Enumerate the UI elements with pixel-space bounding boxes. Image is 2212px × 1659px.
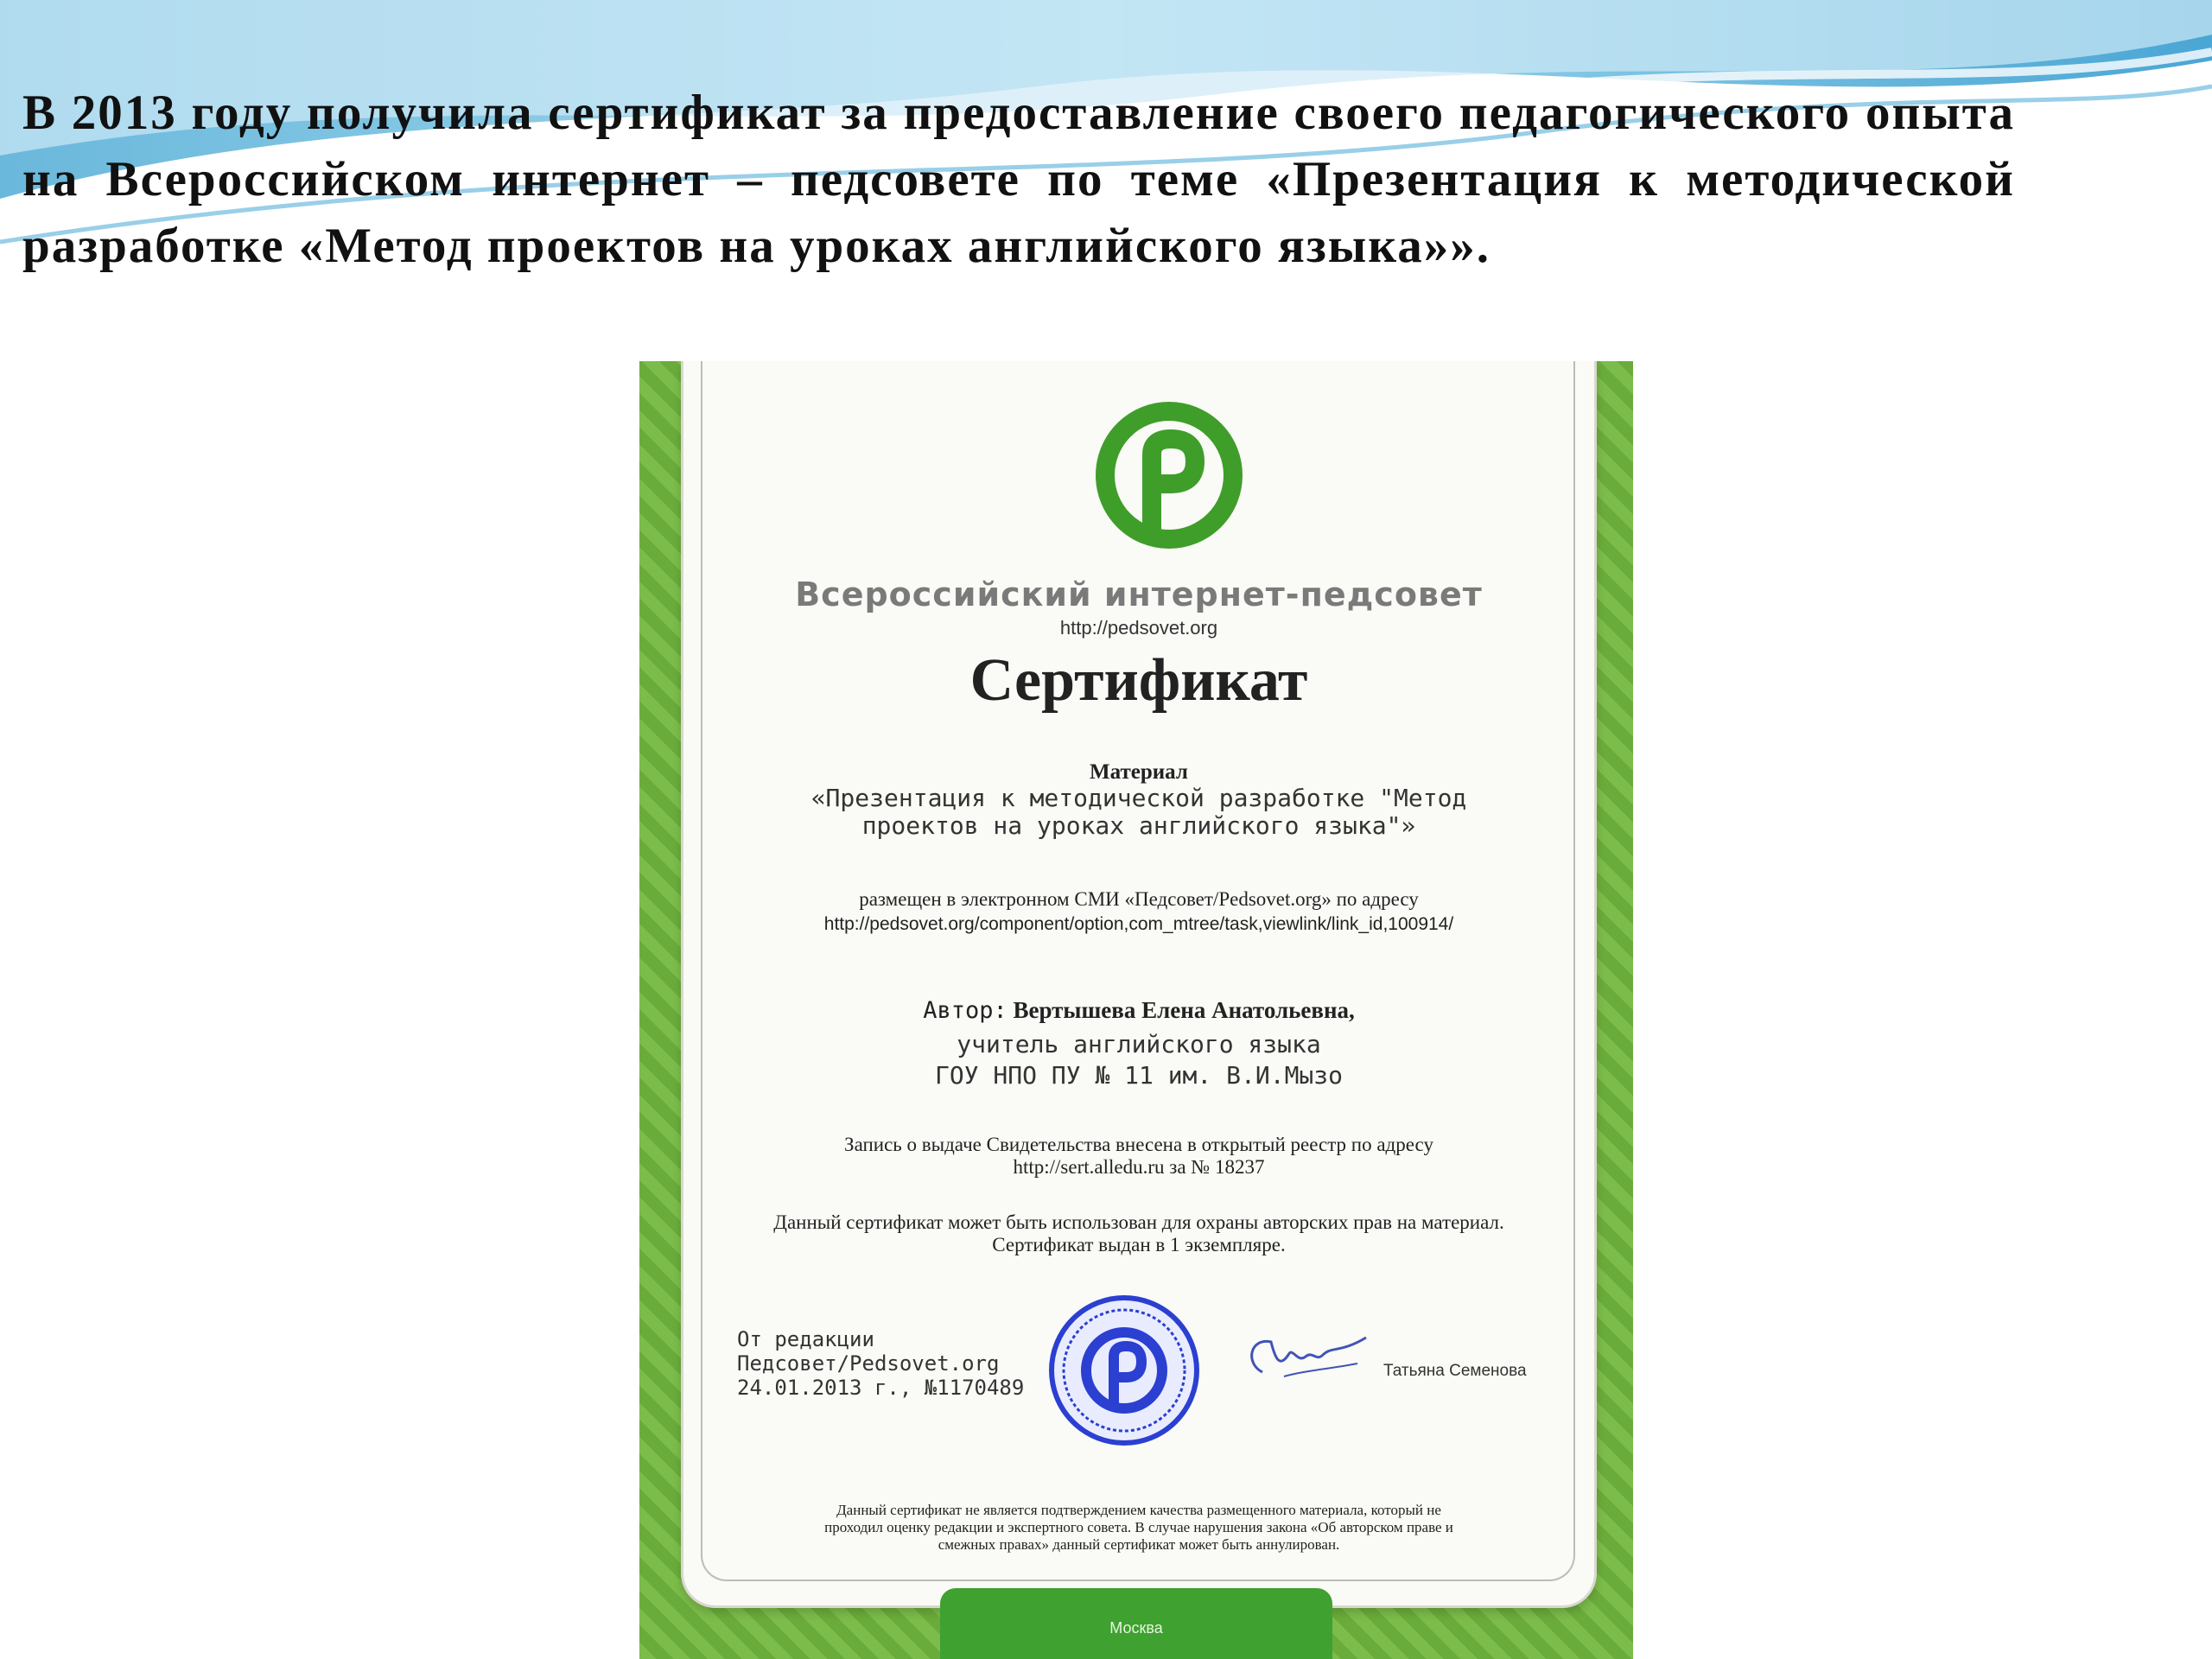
author-organization: ГОУ НПО ПУ № 11 им. В.И.Мызо (934, 1061, 1343, 1090)
author-name: Вертышева Елена Анатольевна, (1013, 997, 1355, 1023)
from-editors-line-3: 24.01.2013 г., №1170489 (737, 1376, 1025, 1400)
author-label: Автор: (923, 997, 1007, 1024)
slide-paragraph: В 2013 году получила сертификат за предоставление своего педагогического опыта на Всероссийском интернет – педсовете по теме «Презентация к методической разработке «Метод проектов на уроках английского языка»». (22, 86, 2015, 273)
org-name: Всероссийский интернет-педсовет (795, 575, 1483, 613)
placed-text: размещен в электронном СМИ «Педсовет/Pedsovet.org» по адресу (859, 888, 1419, 910)
placed-url: http://pedsovet.org/component/option,com_mtree/task,viewlink/link_id,100914/ (823, 914, 1454, 934)
rights-line-2: Сертификат выдан в 1 экземпляре. (992, 1234, 1286, 1255)
from-editors-line-2: Педсовет/Pedsovet.org (737, 1351, 1000, 1376)
from-editors-line-1: От редакции (737, 1327, 874, 1351)
author-line (683, 997, 1594, 1024)
author-position: учитель английского языка (957, 1030, 1321, 1058)
from-editors (737, 1327, 1024, 1400)
city-label: Москва (1109, 1619, 1163, 1637)
pedsovet-logo-icon (1091, 401, 1247, 550)
material-title: «Презентация к методической разработке "Метод проектов на уроках английского языка"» (810, 784, 1467, 840)
city-tab (940, 1588, 1332, 1659)
disclaimer: Данный сертификат не является подтверждением качества размещенного материала, который не проходил оценку редакции и экспертного совета. В случае нарушения закона «Об авторском праве и смежных правах» данный сертификат может быть аннулирован. (824, 1502, 1453, 1553)
rights-line-1: Данный сертификат может быть использован для охраны авторских прав на материал. (773, 1211, 1504, 1233)
certificate-paper (681, 361, 1597, 1608)
signer-name: Татьяна Семенова (1383, 1362, 1527, 1380)
certificate-image (639, 361, 1633, 1659)
org-url: http://pedsovet.org (1059, 617, 1218, 639)
rights-note (770, 1211, 1508, 1256)
signature-icon (1236, 1312, 1375, 1389)
registry-note: Запись о выдаче Свидетельства внесена в открытый реестр по адресу http://sert.alledu.ru за № 18237 (844, 1134, 1433, 1178)
material-label: Материал (1090, 760, 1188, 784)
official-stamp-icon (1046, 1293, 1202, 1448)
certificate-title: Сертификат (969, 647, 1308, 714)
